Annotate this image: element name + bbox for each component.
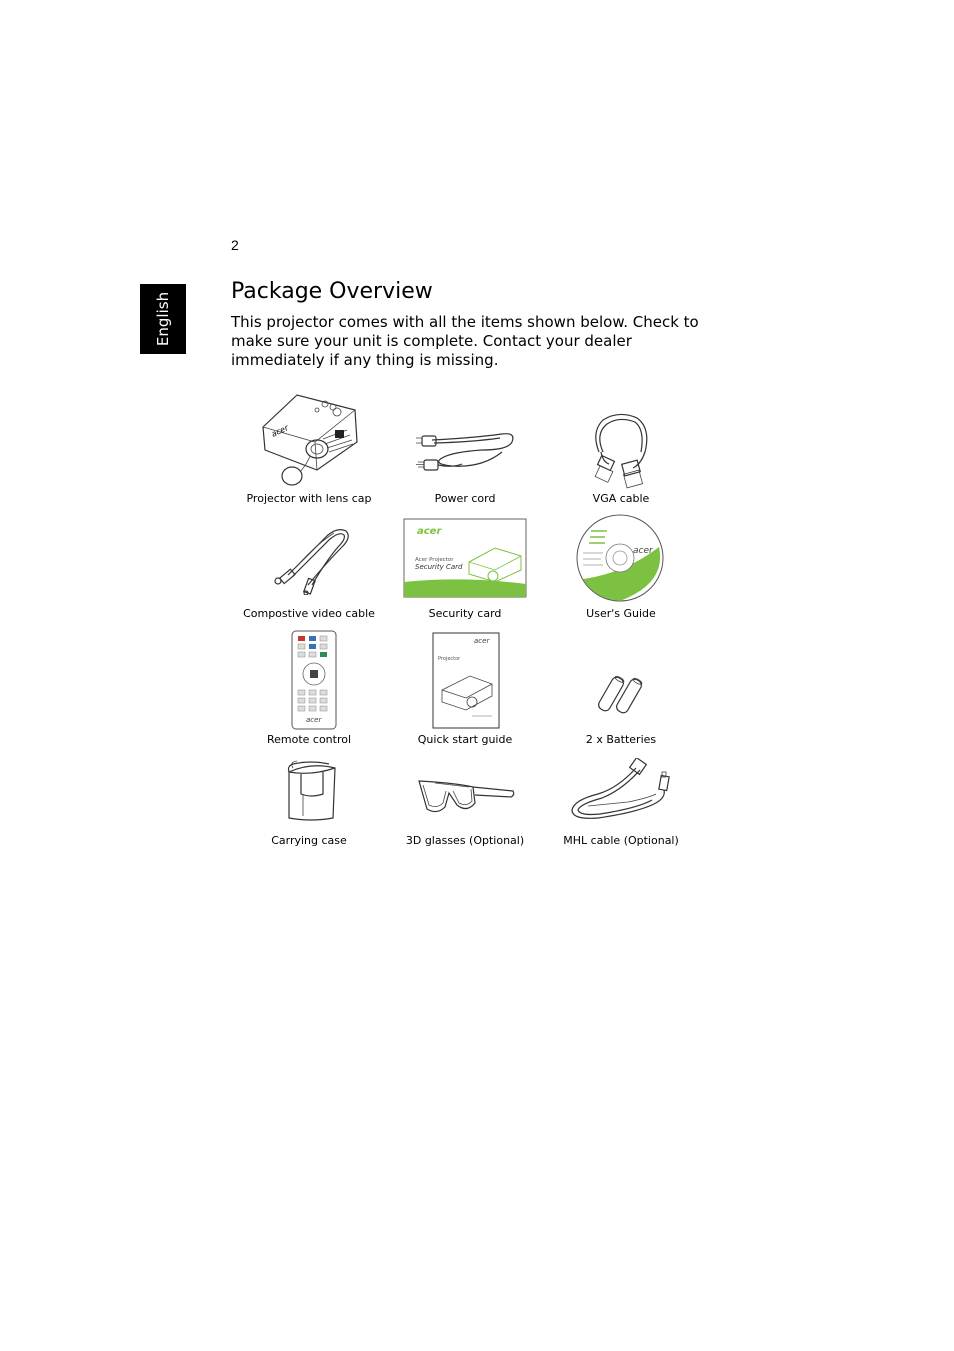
page-number: 2: [231, 237, 239, 253]
caption-mhl-cable: MHL cable (Optional): [563, 834, 679, 847]
caption-3d-glasses: 3D glasses (Optional): [405, 834, 525, 847]
svg-text:acer: acer: [270, 423, 290, 439]
power-cord-icon: [412, 428, 517, 478]
vga-cable-icon: [585, 412, 655, 492]
composite-cable-icon: [268, 525, 353, 595]
mhl-cable-icon: [568, 758, 678, 824]
intro-paragraph: This projector comes with all the items shown below. Check to make sure your unit is complete. Contact your dealer immediately if any thing is missing.: [231, 313, 699, 369]
caption-vga-cable: VGA cable: [592, 492, 650, 505]
caption-power-cord: Power cord: [434, 492, 496, 505]
svg-text:Acer Projector: Acer Projector: [415, 557, 454, 563]
caption-carrying-case: Carrying case: [271, 834, 347, 847]
svg-text:acer: acer: [417, 526, 442, 537]
language-label: English: [154, 291, 172, 347]
remote-icon: [291, 630, 337, 730]
language-side-tab: [140, 284, 186, 354]
caption-security-card: Security card: [428, 607, 502, 620]
caption-batteries: 2 x Batteries: [585, 733, 657, 746]
security-card-icon: [403, 518, 527, 598]
caption-quick-start-guide: Quick start guide: [417, 733, 513, 746]
svg-text:Projector: Projector: [438, 656, 461, 662]
svg-text:acer: acer: [306, 716, 322, 724]
3d-glasses-icon: [415, 773, 517, 818]
guide-booklet-icon: [432, 632, 500, 729]
page-title: Package Overview: [231, 279, 433, 304]
batteries-icon: [595, 670, 649, 718]
cd-icon: [575, 513, 665, 603]
svg-text:acer: acer: [474, 637, 490, 645]
svg-text:Security Card: Security Card: [415, 563, 463, 571]
projector-icon: [255, 392, 360, 487]
caption-users-guide: User's Guide: [586, 607, 656, 620]
caption-remote-control: Remote control: [266, 733, 352, 746]
carrying-case-icon: [283, 760, 339, 822]
caption-composite-cable: Compostive video cable: [243, 607, 375, 620]
caption-projector: Projector with lens cap: [246, 492, 372, 505]
svg-text:acer: acer: [633, 546, 653, 556]
